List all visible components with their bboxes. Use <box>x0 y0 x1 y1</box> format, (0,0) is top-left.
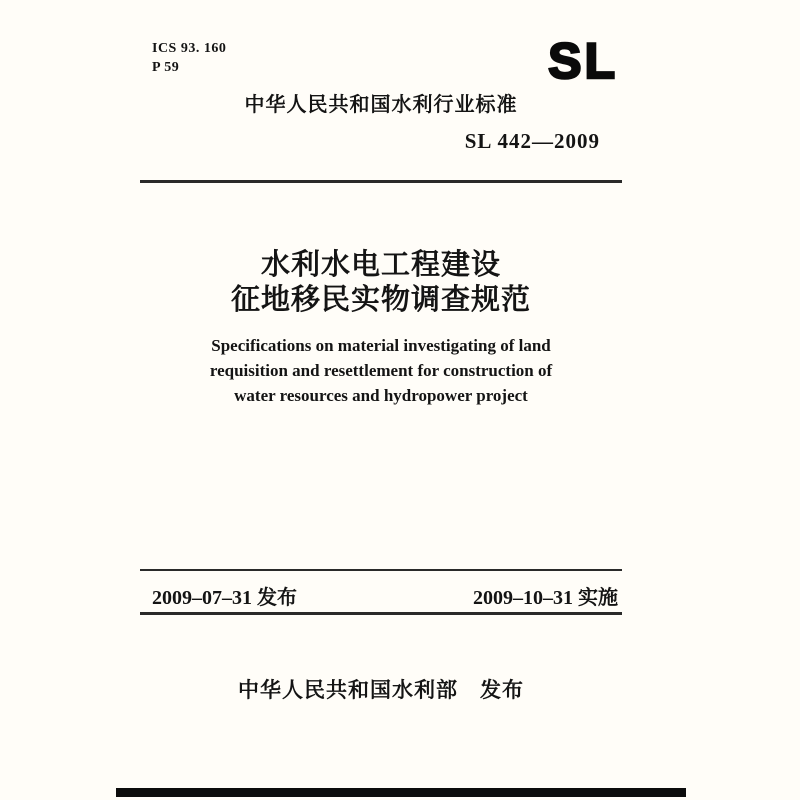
header-rule <box>140 180 622 183</box>
implement-date: 2009–10–31 实施 <box>473 587 618 609</box>
standard-number: SL 442—2009 <box>464 129 600 153</box>
ics-code: ICS 93. 160 <box>152 41 227 56</box>
p-classification-code: P 59 <box>152 60 180 75</box>
document-title-en-line1: Specifications on material investigating of land <box>211 336 551 355</box>
document-title-zh <box>138 248 624 318</box>
publisher-line: 中华人民共和国水利部 发布 <box>238 679 524 702</box>
dates-top-rule <box>140 569 622 571</box>
document-title-en <box>138 333 624 408</box>
document-title-zh-line1: 水利水电工程建设 <box>260 249 501 281</box>
document-title-zh-line2: 征地移民实物调查规范 <box>230 284 531 316</box>
document-title-en-line3: water resources and hydropower project <box>234 386 528 405</box>
dates-row <box>138 581 624 607</box>
bottom-edge-bar <box>116 788 686 797</box>
dates-bottom-rule <box>140 612 622 615</box>
standard-type-title: 中华人民共和国水利行业标准 <box>244 94 518 116</box>
document-title-en-line2: requisition and resettlement for construction of <box>209 361 553 380</box>
issue-date: 2009–07–31 发布 <box>152 587 297 609</box>
sl-logo: SL <box>548 33 618 89</box>
